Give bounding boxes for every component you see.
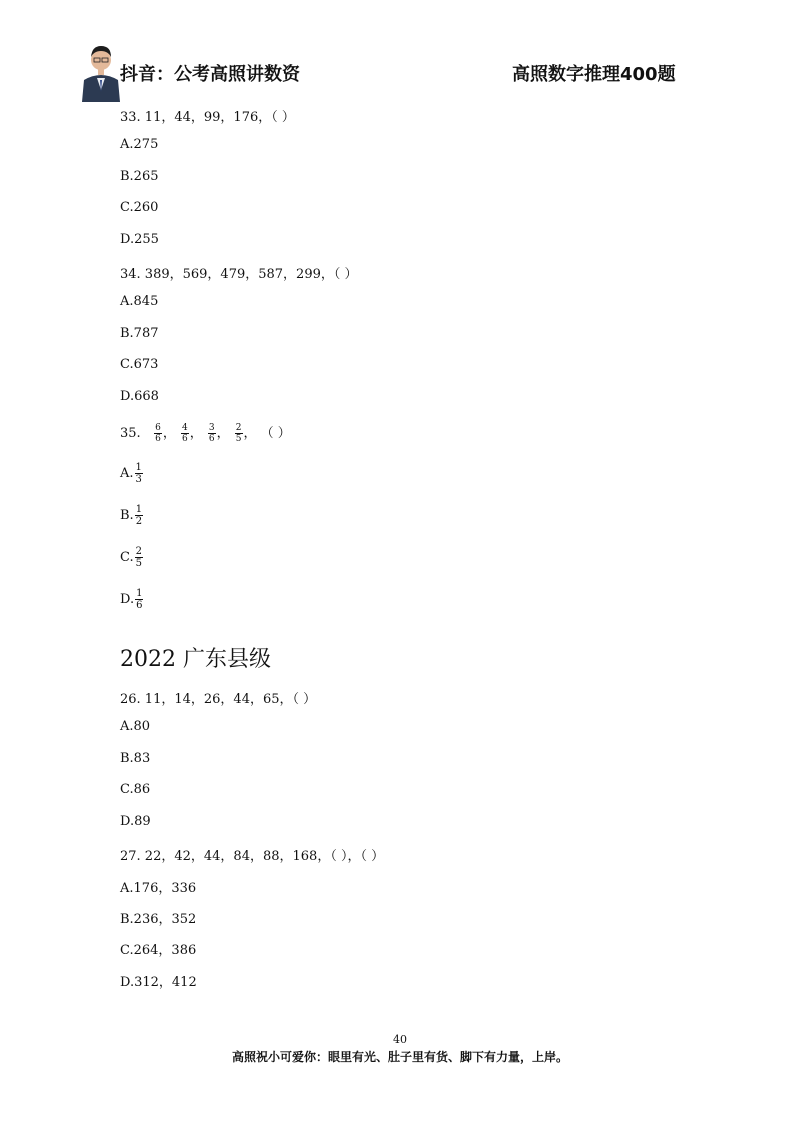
- question-35-number: 35.: [120, 426, 141, 441]
- section-heading: 2022 广东县级: [120, 647, 271, 672]
- header-right-title: 高照数字推理400题: [512, 64, 676, 85]
- question-27-option-c: C.264，386: [120, 943, 197, 958]
- question-35-option-a: A. $\frac{1}{3}$: [120, 462, 142, 485]
- question-34-stem: 34. 389，569，479，587，299，（ ）: [120, 267, 358, 282]
- question-33-option-c: C.260: [120, 200, 159, 215]
- question-34-option-c: C.673: [120, 357, 159, 372]
- question-27-option-b: B.236，352: [120, 912, 197, 927]
- answer-blank: （ ）: [260, 426, 291, 441]
- question-26-option-a: A.80: [120, 719, 151, 734]
- question-34-option-d: D.668: [120, 389, 159, 404]
- page-number: 40: [393, 1033, 407, 1046]
- header-left-title: 抖音：公考高照讲数资: [120, 64, 300, 85]
- fraction: $\frac{2}{5}$: [235, 423, 242, 444]
- question-26-option-c: C.86: [120, 782, 151, 797]
- question-33-option-b: B.265: [120, 169, 159, 184]
- question-27-option-a: A.176，336: [120, 881, 197, 896]
- question-35-option-d: D. $\frac{1}{6}$: [120, 588, 143, 611]
- question-35-stem: 35. $\frac{6}{6}$ ， $\frac{4}{6}$ ， $\frac{3}{6}$ ， $\frac{2}{5}$ ， （ ）: [120, 423, 291, 444]
- fraction: $\frac{4}{6}$: [181, 423, 188, 444]
- question-33-option-a: A.275: [120, 137, 159, 152]
- question-26-option-b: B.83: [120, 751, 151, 766]
- footer-slogan: 高照祝小可爱你：眼里有光、肚子里有货、脚下有力量，上岸。: [231, 1050, 568, 1064]
- question-34-option-a: A.845: [120, 294, 159, 309]
- question-27-stem: 27. 22，42，44，84，88，168，（ ），（ ）: [120, 849, 385, 864]
- question-35-option-c: C. $\frac{2}{5}$: [120, 546, 142, 569]
- fraction: $\frac{6}{6}$: [155, 423, 161, 444]
- question-35-option-b: B. $\frac{1}{2}$: [120, 504, 143, 527]
- author-avatar: [78, 40, 124, 102]
- fraction: $\frac{3}{6}$: [208, 423, 215, 444]
- question-34-option-b: B.787: [120, 326, 159, 341]
- question-26-stem: 26. 11，14，26，44，65，（ ）: [120, 692, 317, 707]
- question-27-option-d: D.312，412: [120, 975, 197, 990]
- question-33-stem: 33. 11，44，99，176，（ ）: [120, 110, 295, 125]
- question-26-option-d: D.89: [120, 814, 151, 829]
- question-33-option-d: D.255: [120, 232, 159, 247]
